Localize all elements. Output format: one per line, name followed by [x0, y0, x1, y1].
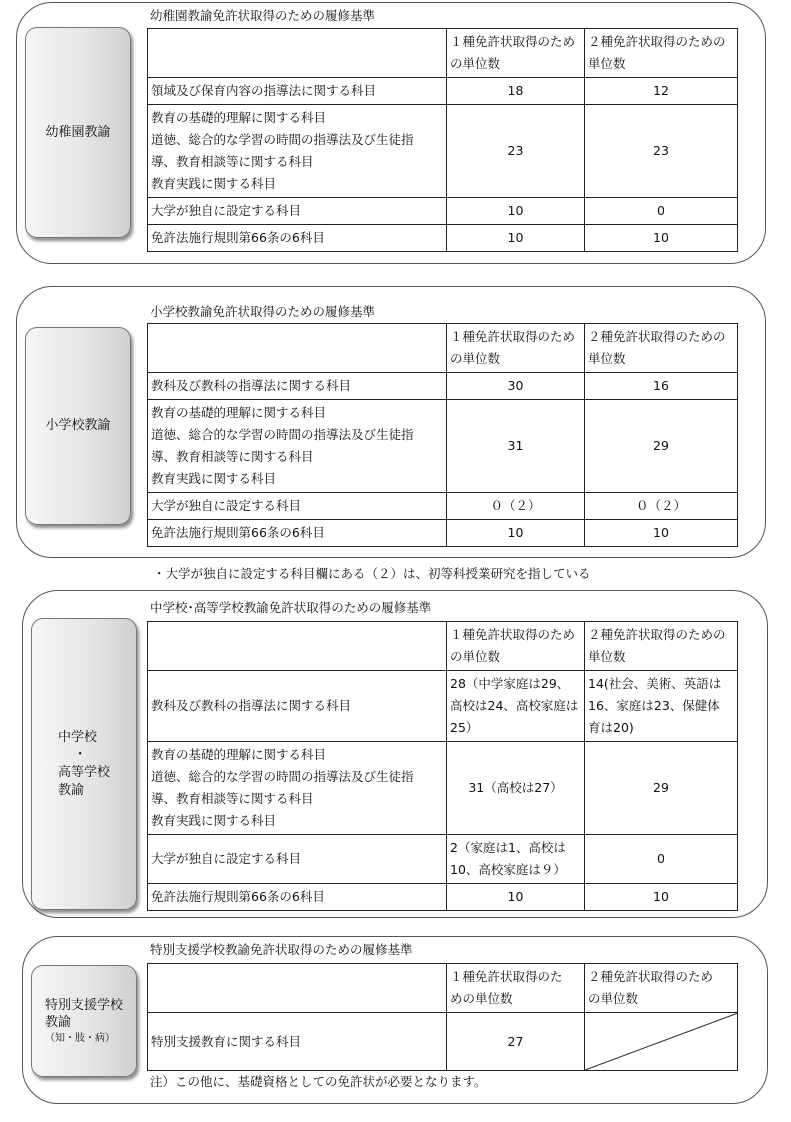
requirements-table	[147, 963, 738, 1071]
table-row	[148, 742, 738, 835]
table-row	[148, 835, 738, 884]
value-cell: 10	[447, 884, 585, 911]
value-cell: 10	[585, 884, 738, 911]
empty-header-cell	[148, 964, 447, 1013]
empty-header-cell	[148, 29, 447, 78]
section-caption: 幼稚園教諭免許状取得のための履修基準	[150, 8, 376, 23]
header-cell: ２種免許状取得のための単位数	[585, 29, 738, 78]
value-cell: 10	[447, 225, 585, 252]
subject-cell: 教科及び教科の指導法に関する科目	[148, 671, 447, 742]
requirements-table	[147, 621, 738, 911]
secondary-label-box	[31, 618, 137, 910]
table-row	[148, 400, 738, 493]
subject-cell: 教育の基礎的理解に関する科目 道徳、総合的な学習の時間の指導法及び生徒指 導、教育相談等に関する科目 教育実践に関する科目	[148, 400, 447, 493]
header-cell: １種免許状取得のための単位数	[447, 324, 585, 373]
table-row	[148, 493, 738, 520]
table-row	[148, 198, 738, 225]
table-row	[148, 520, 738, 547]
subject-cell: 教育の基礎的理解に関する科目 道徳、総合的な学習の時間の指導法及び生徒指 導、教育相談等に関する科目 教育実践に関する科目	[148, 105, 447, 198]
subject-cell: 大学が独自に設定する科目	[148, 493, 447, 520]
value-cell: 23	[447, 105, 585, 198]
value-cell: 0	[585, 198, 738, 225]
value-cell: 29	[585, 400, 738, 493]
subject-cell: 大学が独自に設定する科目	[148, 198, 447, 225]
footnote: ・大学が独自に設定する科目欄にある（２）は、初等科授業研究を指している	[153, 566, 591, 581]
not-applicable-cell	[585, 1013, 738, 1071]
value-cell: 28（中学家庭は29、 高校は24、高校家庭は 25）	[447, 671, 585, 742]
value-cell: 2（家庭は1、高校は 10、高校家庭は９）	[447, 835, 585, 884]
table-row	[148, 671, 738, 742]
value-cell: 27	[447, 1013, 585, 1071]
table-row	[148, 373, 738, 400]
value-cell: 30	[447, 373, 585, 400]
value-cell: 31（高校は27）	[447, 742, 585, 835]
subject-cell: 教科及び教科の指導法に関する科目	[148, 373, 447, 400]
section-label: 幼稚園教諭	[45, 124, 111, 140]
subject-cell: 特別支援教育に関する科目	[148, 1013, 447, 1071]
header-cell: １種免許状取得のた めの単位数	[447, 964, 585, 1013]
subject-cell: 教育の基礎的理解に関する科目 道徳、総合的な学習の時間の指導法及び生徒指 導、教育相談等に関する科目 教育実践に関する科目	[148, 742, 447, 835]
header-cell: ２種免許状取得のため の単位数	[585, 964, 738, 1013]
table-header-row	[148, 622, 738, 671]
value-cell: 12	[585, 78, 738, 105]
empty-header-cell	[148, 622, 447, 671]
table-row	[148, 105, 738, 198]
empty-header-cell	[148, 324, 447, 373]
table-header-row	[148, 324, 738, 373]
section-caption: 特別支援学校教諭免許状取得のための履修基準	[150, 942, 413, 957]
value-cell: 0	[585, 835, 738, 884]
section-label: 特別支援学校 教諭 （知・肢・病）	[44, 997, 123, 1044]
subject-cell: 免許法施行規則第66条の6科目	[148, 884, 447, 911]
value-cell: 10	[585, 520, 738, 547]
value-cell: 10	[447, 198, 585, 225]
header-cell: １種免許状取得のための単位数	[447, 29, 585, 78]
requirements-table	[147, 323, 738, 547]
subject-cell: 免許法施行規則第66条の6科目	[148, 520, 447, 547]
kindergarten-label-box	[25, 27, 131, 238]
value-cell: 18	[447, 78, 585, 105]
value-cell: 29	[585, 742, 738, 835]
section-caption: 小学校教諭免許状取得のための履修基準	[150, 304, 376, 319]
value-cell: 31	[447, 400, 585, 493]
subject-cell: 免許法施行規則第66条の6科目	[148, 225, 447, 252]
subject-cell: 大学が独自に設定する科目	[148, 835, 447, 884]
table-row	[148, 225, 738, 252]
section-caption: 中学校･高等学校教諭免許状取得のための履修基準	[150, 600, 432, 615]
diagonal-slash	[585, 1013, 738, 1070]
section-label: 中学校 ・ 高等学校 教諭	[57, 729, 110, 798]
value-cell: 16	[585, 373, 738, 400]
value-cell: 10	[585, 225, 738, 252]
value-cell: ０（２）	[447, 493, 585, 520]
section-label: 小学校教諭	[45, 418, 111, 434]
footnote: 注）この他に、基礎資格としての免許状が必要となります。	[150, 1074, 487, 1089]
header-cell: ２種免許状取得のための単位数	[585, 324, 738, 373]
header-cell: １種免許状取得のための単位数	[447, 622, 585, 671]
value-cell: ０（２）	[585, 493, 738, 520]
special-support-label-box	[31, 965, 137, 1077]
table-header-row	[148, 964, 738, 1013]
table-header-row	[148, 29, 738, 78]
header-cell: ２種免許状取得のための単位数	[585, 622, 738, 671]
subject-cell: 領域及び保育内容の指導法に関する科目	[148, 78, 447, 105]
table-row	[148, 78, 738, 105]
value-cell: 10	[447, 520, 585, 547]
elementary-label-box	[25, 327, 131, 525]
value-cell: 23	[585, 105, 738, 198]
requirements-table	[147, 28, 738, 252]
table-row	[148, 884, 738, 911]
value-cell: 14(社会、美術、英語は 16、家庭は23、保健体 育は20)	[585, 671, 738, 742]
table-row	[148, 1013, 738, 1071]
